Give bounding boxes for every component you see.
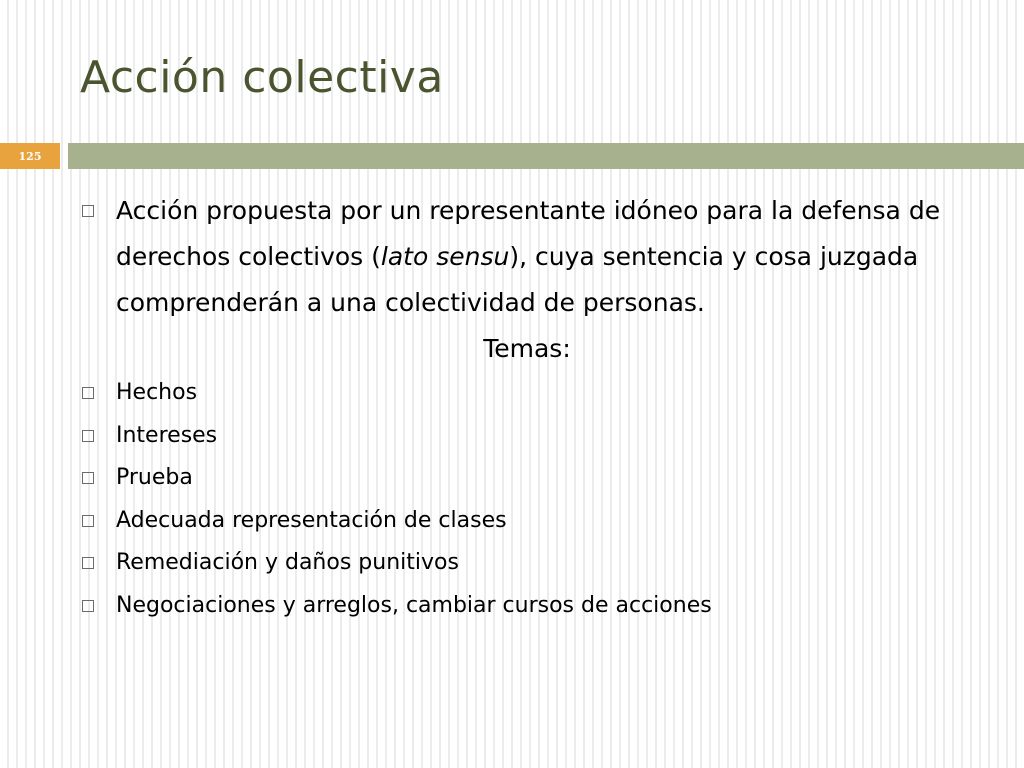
list-item [80, 415, 980, 458]
topics-heading: Temas: [483, 334, 571, 363]
topic-label: Prueba [116, 465, 193, 490]
list-item [80, 372, 980, 415]
list-item [80, 500, 980, 543]
definition-text-part1: Acción propuesta por un representante idóneo para la defensa de derechos colectivos ( [116, 196, 941, 271]
bullet-box-icon [82, 205, 94, 217]
topic-label: Intereses [116, 422, 218, 448]
bullet-box-icon [82, 557, 94, 569]
bullet-box-icon [82, 472, 94, 484]
topic-label: Hechos [116, 380, 198, 405]
topic-label: Adecuada representación de clases [116, 507, 507, 533]
bullet-box-icon [82, 387, 94, 399]
bullet-box-icon [82, 430, 94, 442]
slide-body [80, 188, 980, 627]
bullet-box-icon [82, 600, 94, 612]
list-item [80, 457, 980, 500]
topic-label: Negociaciones y arreglos, cambiar cursos de acciones [116, 592, 712, 618]
list-item [80, 542, 980, 585]
definition-bullet [80, 188, 980, 326]
slide-number-badge: 125 [0, 143, 60, 169]
definition-text-part2: ), cuya sentencia y cosa juzgada comprenderán a una colectividad de personas. [116, 242, 919, 317]
definition-text-italic: lato sensu [380, 242, 510, 271]
title-underline-bar [68, 143, 1024, 169]
topic-label: Remediación y daños punitivos [116, 550, 459, 575]
bullet-box-icon [82, 515, 94, 527]
list-item [80, 585, 980, 628]
slide-title: Acción colectiva [80, 52, 444, 103]
